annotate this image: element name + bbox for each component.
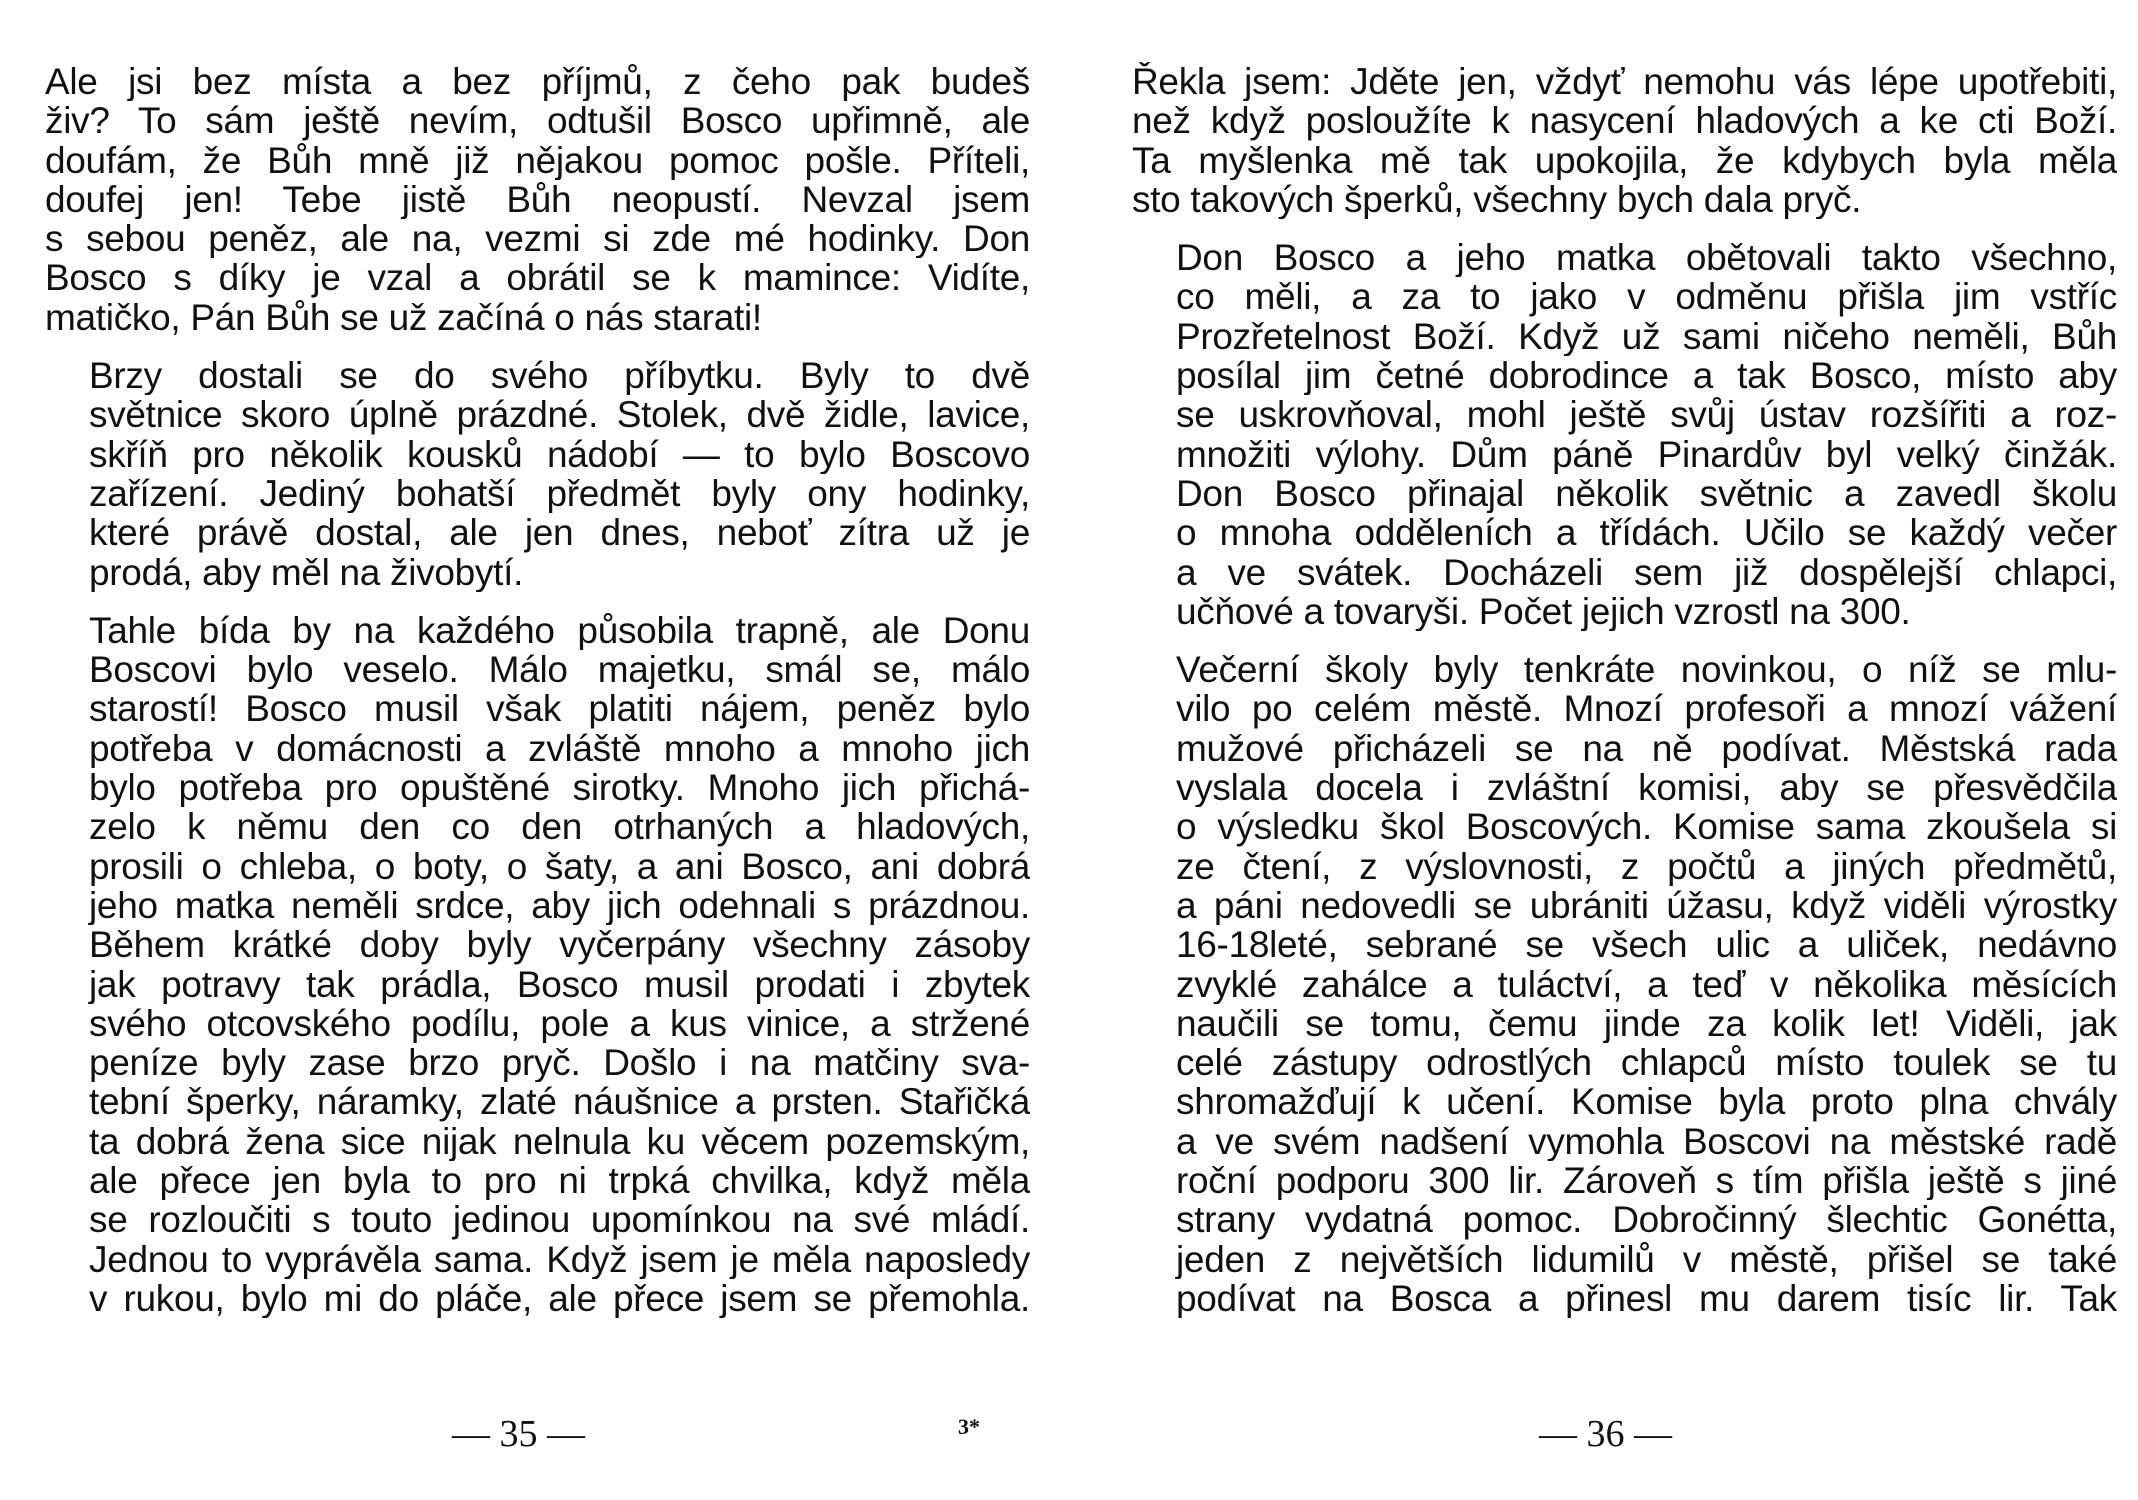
text-line: mužové přicházeli se na ně podívat. Městská rada <box>1176 728 2117 769</box>
text-line: se rozloučiti s touto jedinou upomínkou na své mládí. <box>89 1200 1030 1240</box>
text-line: starostí! Bosco musil však platiti nájem, peněz bylo <box>89 689 1030 729</box>
paragraph <box>45 611 1030 1318</box>
text-line: ale přece jen byla to pro ni trpká chvilka, když měla <box>89 1161 1030 1201</box>
text-line: Řekla jsem: Jděte jen, vždyť nemohu vás lépe upotřebiti, <box>1132 62 2117 102</box>
right-page <box>1069 0 2138 1500</box>
text-line: a páni nedovedli se ubrániti úžasu, když viděli výrostky <box>1176 885 2117 926</box>
right-page-text <box>1132 62 2117 1337</box>
text-line: jak potravy tak prádla, Bosco musil prodati i zbytek <box>89 964 1030 1004</box>
paragraph <box>45 356 1030 592</box>
text-line: Don Bosco a jeho matka obětovali takto všechno, <box>1176 238 2117 278</box>
text-line: Ale jsi bez místa a bez příjmů, z čeho pak budeš <box>45 62 1030 102</box>
paragraph <box>1132 650 2117 1318</box>
text-line: bylo potřeba pro opuštěné sirotky. Mnoho jich přichá- <box>89 768 1030 808</box>
text-line: sto takových šperků, všechny bych dala pryč. <box>1132 179 1862 220</box>
signature-mark: 3* <box>958 1414 980 1439</box>
text-line: prodá, aby měl na živobytí. <box>89 552 524 592</box>
text-line: světnice skoro úplně prázdné. Stolek, dvě židle, lavice, <box>89 395 1030 435</box>
text-line: s sebou peněz, ale na, vezmi si zde mé hodinky. Don <box>45 219 1030 259</box>
text-line: naučili se tomu, čemu jinde za kolik let! Viděli, jak <box>1176 1003 2117 1044</box>
text-line: živ? To sám ještě nevím, odtušil Bosco upřimně, ale <box>45 101 1030 141</box>
text-line: shromažďují k učení. Komise byla proto plna chvály <box>1176 1082 2117 1122</box>
text-line: v rukou, bylo mi do pláče, ale přece jsem se přemohla. <box>89 1278 1030 1319</box>
text-line: prosili o chleba, o boty, o šaty, a ani Bosco, ani dobrá <box>89 846 1030 886</box>
text-line: Tahle bída by na každého působila trapně, ale Donu <box>89 610 1030 651</box>
text-line: než když posloužíte k nasycení hladových a ke cti Boží. <box>1132 101 2117 141</box>
text-line: Ta myšlenka mě tak upokojila, že kdybych byla měla <box>1132 140 2117 180</box>
text-line: jeden z největších lidumilů v městě, přišel se také <box>1176 1239 2117 1279</box>
text-line: zelo k němu den co den otrhaných a hladových, <box>89 807 1030 847</box>
text-line: doufám, že Bůh mně již nějakou pomoc pošle. Příteli, <box>45 140 1030 180</box>
text-line: 16-18leté, sebrané se všech ulic a uliček, nedávno <box>1176 925 2117 965</box>
text-line: vyslala docela i zvláštní komisi, aby se přesvědčila <box>1176 768 2117 808</box>
text-line: matičko, Pán Bůh se už začíná o nás starati! <box>45 297 762 338</box>
text-line: Brzy dostali se do svého příbytku. Byly to dvě <box>89 356 1030 396</box>
text-line: svého otcovského podílu, pole a kus vinice, a stržené <box>89 1003 1030 1044</box>
text-line: celé zástupy odrostlých chlapců místo toulek se tu <box>1176 1043 2117 1083</box>
text-line: Prozřetelnost Boží. Když už sami ničeho neměli, Bůh <box>1176 316 2117 357</box>
page-number: — 36 — <box>1539 1413 1672 1455</box>
text-line: které právě dostal, ale jen dnes, neboť zítra už je <box>89 513 1030 553</box>
text-line: vilo po celém městě. Mnozí profesoři a mnozí vážení <box>1176 689 2117 729</box>
text-line: Jednou to vyprávěla sama. Když jsem je měla naposledy <box>89 1239 1030 1279</box>
text-line: a ve svém nadšení vymohla Boscovi na městské radě <box>1176 1121 2117 1162</box>
page-number: — 35 — <box>452 1413 585 1455</box>
paragraph <box>1132 238 2117 631</box>
text-line: učňové a tovaryši. Počet jejich vzrostl na 300. <box>1176 591 1911 632</box>
text-line: podívat na Bosca a přinesl mu darem tisíc lir. Tak <box>1176 1278 2117 1319</box>
text-line: o výsledku škol Boscových. Komise sama zkoušela si <box>1176 807 2117 847</box>
text-line: skříň pro několik kousků nádobí — to bylo Boscovo <box>89 434 1030 474</box>
paragraph <box>1132 62 2117 219</box>
text-line: Bosco s díky je vzal a obrátil se k mamince: Vidíte, <box>45 258 1030 298</box>
text-line: se uskrovňoval, mohl ještě svůj ústav rozšířiti a roz- <box>1176 395 2117 435</box>
text-line: Boscovi bylo veselo. Málo majetku, smál se, málo <box>89 650 1030 690</box>
text-line: posílal jim četné dobrodince a tak Bosco, místo aby <box>1176 356 2117 396</box>
text-line: zařízení. Jediný bohatší předmět byly ony hodinky, <box>89 473 1030 514</box>
text-line: Don Bosco přinajal několik světnic a zavedl školu <box>1176 473 2117 514</box>
text-line: ze čtení, z výslovnosti, z počtů a jiných předmětů, <box>1176 846 2117 886</box>
left-page-text <box>45 62 1030 1337</box>
text-line: ta dobrá žena sice nijak nelnula ku věcem pozemským, <box>89 1121 1030 1162</box>
text-line: Během krátké doby byly vyčerpány všechny zásoby <box>89 925 1030 965</box>
paragraph <box>45 62 1030 337</box>
text-line: tební šperky, náramky, zlaté náušnice a prsten. Stařičká <box>89 1082 1030 1122</box>
text-line: roční podporu 300 lir. Zároveň s tím přišla ještě s jiné <box>1176 1161 2117 1201</box>
text-line: potřeba v domácnosti a zvláště mnoho a mnoho jich <box>89 728 1030 769</box>
text-line: množiti výlohy. Dům páně Pinardův byl velký činžák. <box>1176 434 2117 474</box>
text-line: zvyklé zahálce a tuláctví, a teď v několika měsících <box>1176 964 2117 1004</box>
text-line: Večerní školy byly tenkráte novinkou, o níž se mlu- <box>1176 650 2117 690</box>
text-line: doufej jen! Tebe jistě Bůh neopustí. Nevzal jsem <box>45 179 1030 220</box>
text-line: co měli, a za to jako v odměnu přišla jim vstříc <box>1176 277 2117 317</box>
text-line: strany vydatná pomoc. Dobročinný šlechtic Gonétta, <box>1176 1200 2117 1240</box>
text-line: jeho matka neměli srdce, aby jich odehnali s prázdnou. <box>89 885 1030 926</box>
text-line: peníze byly zase brzo pryč. Došlo i na matčiny sva- <box>89 1043 1030 1083</box>
text-line: o mnoha odděleních a třídách. Učilo se každý večer <box>1176 513 2117 553</box>
text-line: a ve svátek. Docházeli sem již dospělejší chlapci, <box>1176 552 2117 592</box>
